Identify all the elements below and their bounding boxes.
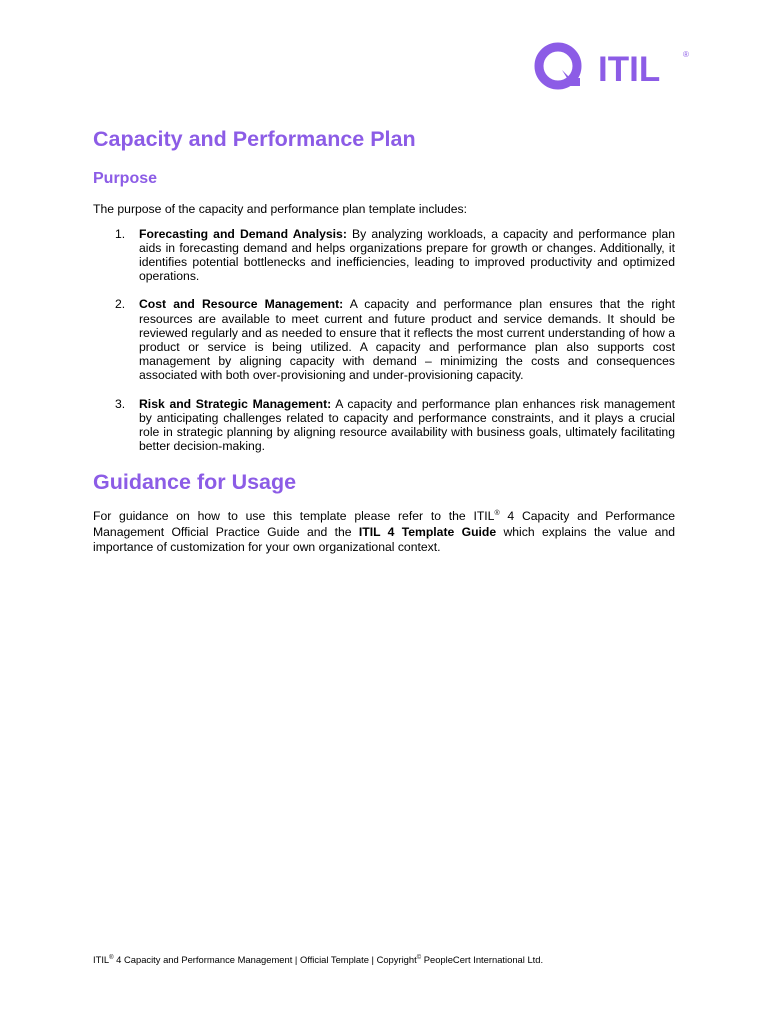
document-content [93, 124, 675, 555]
page-title: Capacity and Performance Plan [93, 127, 416, 151]
list-item-text: By analyzing workloads, a capacity and performance plan aids in forecasting demand and helps organizations prepare for growth or changes. Additionally, it identifies potential bottlenecks and inefficiencies, leading to improved productivity and optimized operations. [139, 226, 675, 284]
footer-part1: ITIL [93, 954, 110, 965]
list-item-label: Risk and Strategic Management: [139, 396, 332, 411]
guidance-text-part1: For guidance on how to use this template please refer to the ITIL [93, 509, 495, 524]
list-item-number: 2. [115, 297, 126, 312]
list-item [93, 227, 675, 284]
guidance-heading: Guidance for Usage [93, 470, 297, 495]
footer-part3: PeopleCert International Ltd. [421, 954, 544, 965]
purpose-heading: Purpose [93, 170, 158, 187]
itil-registered-mark: ® [683, 50, 689, 59]
itil-logo [532, 40, 692, 92]
footer-copyright-mark: © [416, 954, 422, 961]
list-item-text: A capacity and performance plan ensures that the right resources are available to meet current and future product and service demands. It should be reviewed regularly and as needed to ensure that it reflects the most current understanding of how a product or service is being utilized. A capacity and performance plan also supports cost management by aligning capacity with demand – minimizing the costs and consequences associated with both over-provisioning and under-provisioning capacity. [139, 297, 675, 383]
list-item-label: Cost and Resource Management: [139, 297, 344, 312]
list-item [93, 297, 675, 382]
guidance-text-part3: which explains the value and importance of customization for your own organizational context. [93, 524, 675, 554]
page-footer [93, 954, 543, 966]
purpose-list [93, 227, 675, 454]
itil-logo-icon [539, 47, 580, 86]
guidance-text-part2: 4 Capacity and Performance Management Official Practice Guide and the [93, 509, 676, 539]
footer-part2: 4 Capacity and Performance Management | Official Template | Copyright [113, 954, 417, 965]
list-item-text: A capacity and performance plan enhances risk management by anticipating challenges related to capacity and performance constraints, and it plays a crucial role in strategic planning by aligning resource availability with business goals, ultimately facilitating better decision-making. [139, 396, 676, 454]
registered-mark: ® [494, 510, 500, 518]
list-item-number: 3. [115, 396, 126, 411]
itil-logo-text: ITIL [598, 50, 661, 89]
list-item-label: Forecasting and Demand Analysis: [139, 226, 347, 241]
purpose-intro: The purpose of the capacity and performance plan template includes: [93, 202, 467, 216]
template-guide-reference: ITIL 4 Template Guide [358, 524, 497, 539]
list-item-number: 1. [115, 226, 126, 241]
guidance-paragraph [93, 509, 675, 555]
list-item [93, 397, 675, 454]
footer-registered-mark: ® [109, 954, 114, 961]
